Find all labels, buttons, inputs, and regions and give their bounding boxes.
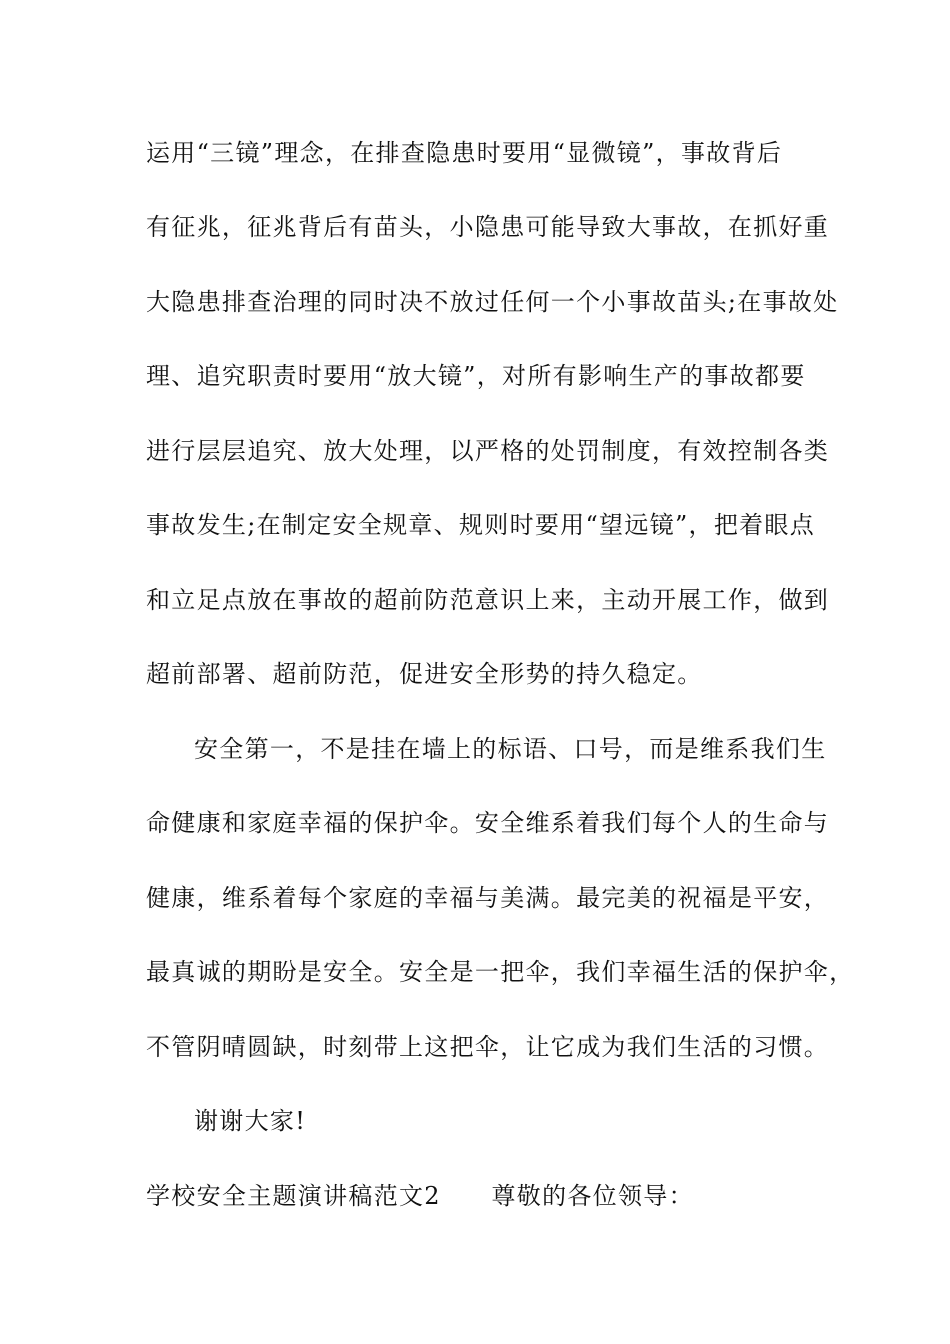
paragraph-line: 不管阴晴圆缺，时刻带上这把伞，让它成为我们生活的习惯。 (146, 1033, 830, 1061)
paragraph-line: 进行层层追究、放大处理，以严格的处罚制度，有效控制各类 (146, 437, 830, 465)
paragraph-line: 事故发生;在制定安全规章、规则时要用“望远镜”，把着眼点 (146, 511, 816, 539)
paragraph-line: 最真诚的期盼是安全。安全是一把伞，我们幸福生活的保护伞， (146, 958, 855, 986)
paragraph-line: 安全第一，不是挂在墙上的标语、口号，而是维系我们生 (194, 735, 827, 763)
closing-line: 谢谢大家! (194, 1107, 307, 1135)
paragraph-line: 理、追究职责时要用“放大镜”，对所有影响生产的事故都要 (146, 362, 806, 390)
paragraph-line: 有征兆，征兆背后有苗头，小隐患可能导致大事故，在抓好重 (146, 213, 830, 241)
paragraph-line: 和立足点放在事故的超前防范意识上来，主动开展工作，做到 (146, 586, 830, 614)
paragraph-line: 超前部署、超前防范，促进安全形势的持久稳定。 (146, 660, 703, 688)
paragraph-line: 运用“三镜”理念，在排查隐患时要用“显微镜”，事故背后 (146, 139, 783, 167)
paragraph-line: 命健康和家庭幸福的保护伞。安全维系着我们每个人的生命与 (146, 809, 830, 837)
section-heading: 学校安全主题演讲稿范文2 尊敬的各位领导： (146, 1182, 694, 1210)
paragraph-line: 大隐患排查治理的同时决不放过任何一个小事故苗头;在事故处 (146, 288, 839, 316)
paragraph-line: 健康，维系着每个家庭的幸福与美满。最完美的祝福是平安， (146, 884, 830, 912)
